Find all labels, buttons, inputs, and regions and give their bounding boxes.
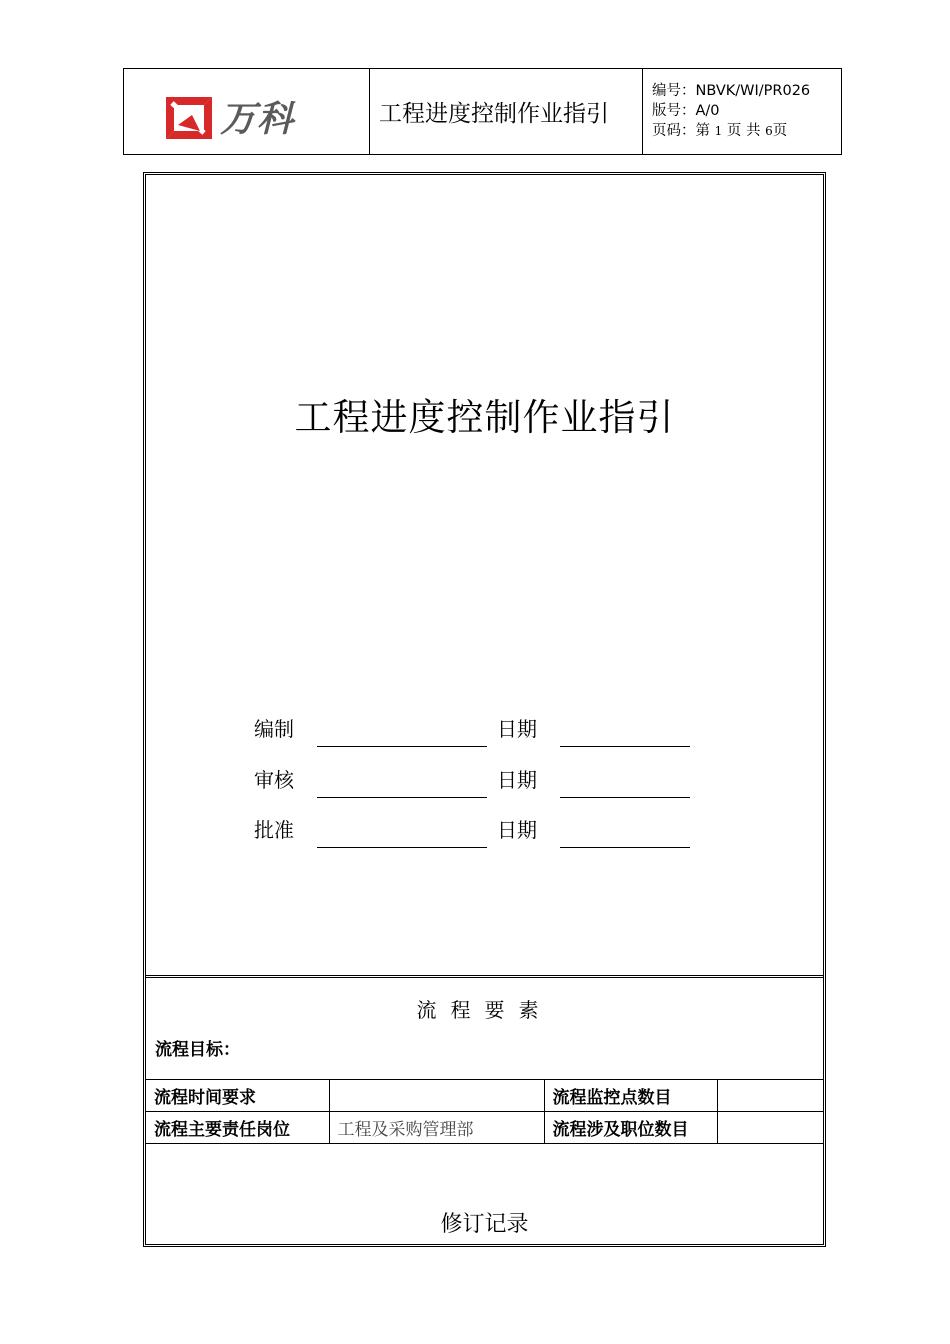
signature-line xyxy=(317,746,487,747)
signoff-row-prepared xyxy=(146,713,823,753)
table-value xyxy=(329,1080,544,1112)
signoff-row-approved xyxy=(146,814,823,854)
table-key: 流程涉及职位数目 xyxy=(544,1112,717,1144)
page-header xyxy=(123,68,842,155)
date-line xyxy=(560,797,690,798)
table-value: 工程及采购管理部 xyxy=(329,1112,544,1144)
table-value xyxy=(717,1112,823,1144)
document-frame xyxy=(143,172,826,1247)
doc-number-line: 编号：NBVK/WI/PR026 xyxy=(652,83,811,99)
flow-goal-label: 流程目标： xyxy=(155,1040,240,1060)
doc-meta xyxy=(643,69,841,154)
date-label: 日期 xyxy=(497,818,537,842)
signoff-label: 编制 xyxy=(254,717,294,741)
document-title: 工程进度控制作业指引 xyxy=(294,396,675,439)
table-value xyxy=(717,1080,823,1112)
signature-line xyxy=(317,847,487,848)
logo-text: 万科 xyxy=(220,99,295,140)
signoff-row-reviewed xyxy=(146,764,823,804)
vanke-logo-icon xyxy=(164,95,214,141)
version: A/0 xyxy=(695,103,720,119)
revision-record-title: 修订记录 xyxy=(440,1212,529,1237)
signoff-label: 审核 xyxy=(254,768,294,792)
logo-cell xyxy=(124,69,370,154)
table-row xyxy=(146,1080,823,1112)
header-title: 工程进度控制作业指引 xyxy=(370,69,643,154)
date-label: 日期 xyxy=(497,717,537,741)
signoff-label: 批准 xyxy=(254,818,294,842)
page-current: 1 xyxy=(714,124,723,138)
version-line: 版号：A/0 xyxy=(652,103,720,119)
doc-number: NBVK/WI/PR026 xyxy=(695,83,811,99)
table-key: 流程监控点数目 xyxy=(544,1080,717,1112)
signature-line xyxy=(317,797,487,798)
flow-section-title: 流程要素 xyxy=(416,998,553,1022)
table-key: 流程时间要求 xyxy=(146,1080,329,1112)
page-line: 页码：第 1 页 共 6页 xyxy=(652,123,788,139)
section-divider xyxy=(146,975,823,978)
flow-elements-table xyxy=(146,1079,823,1144)
date-label: 日期 xyxy=(497,768,537,792)
page-total: 6 xyxy=(765,124,773,138)
table-row xyxy=(146,1112,823,1144)
table-key: 流程主要责任岗位 xyxy=(146,1112,329,1144)
date-line xyxy=(560,746,690,747)
date-line xyxy=(560,847,690,848)
